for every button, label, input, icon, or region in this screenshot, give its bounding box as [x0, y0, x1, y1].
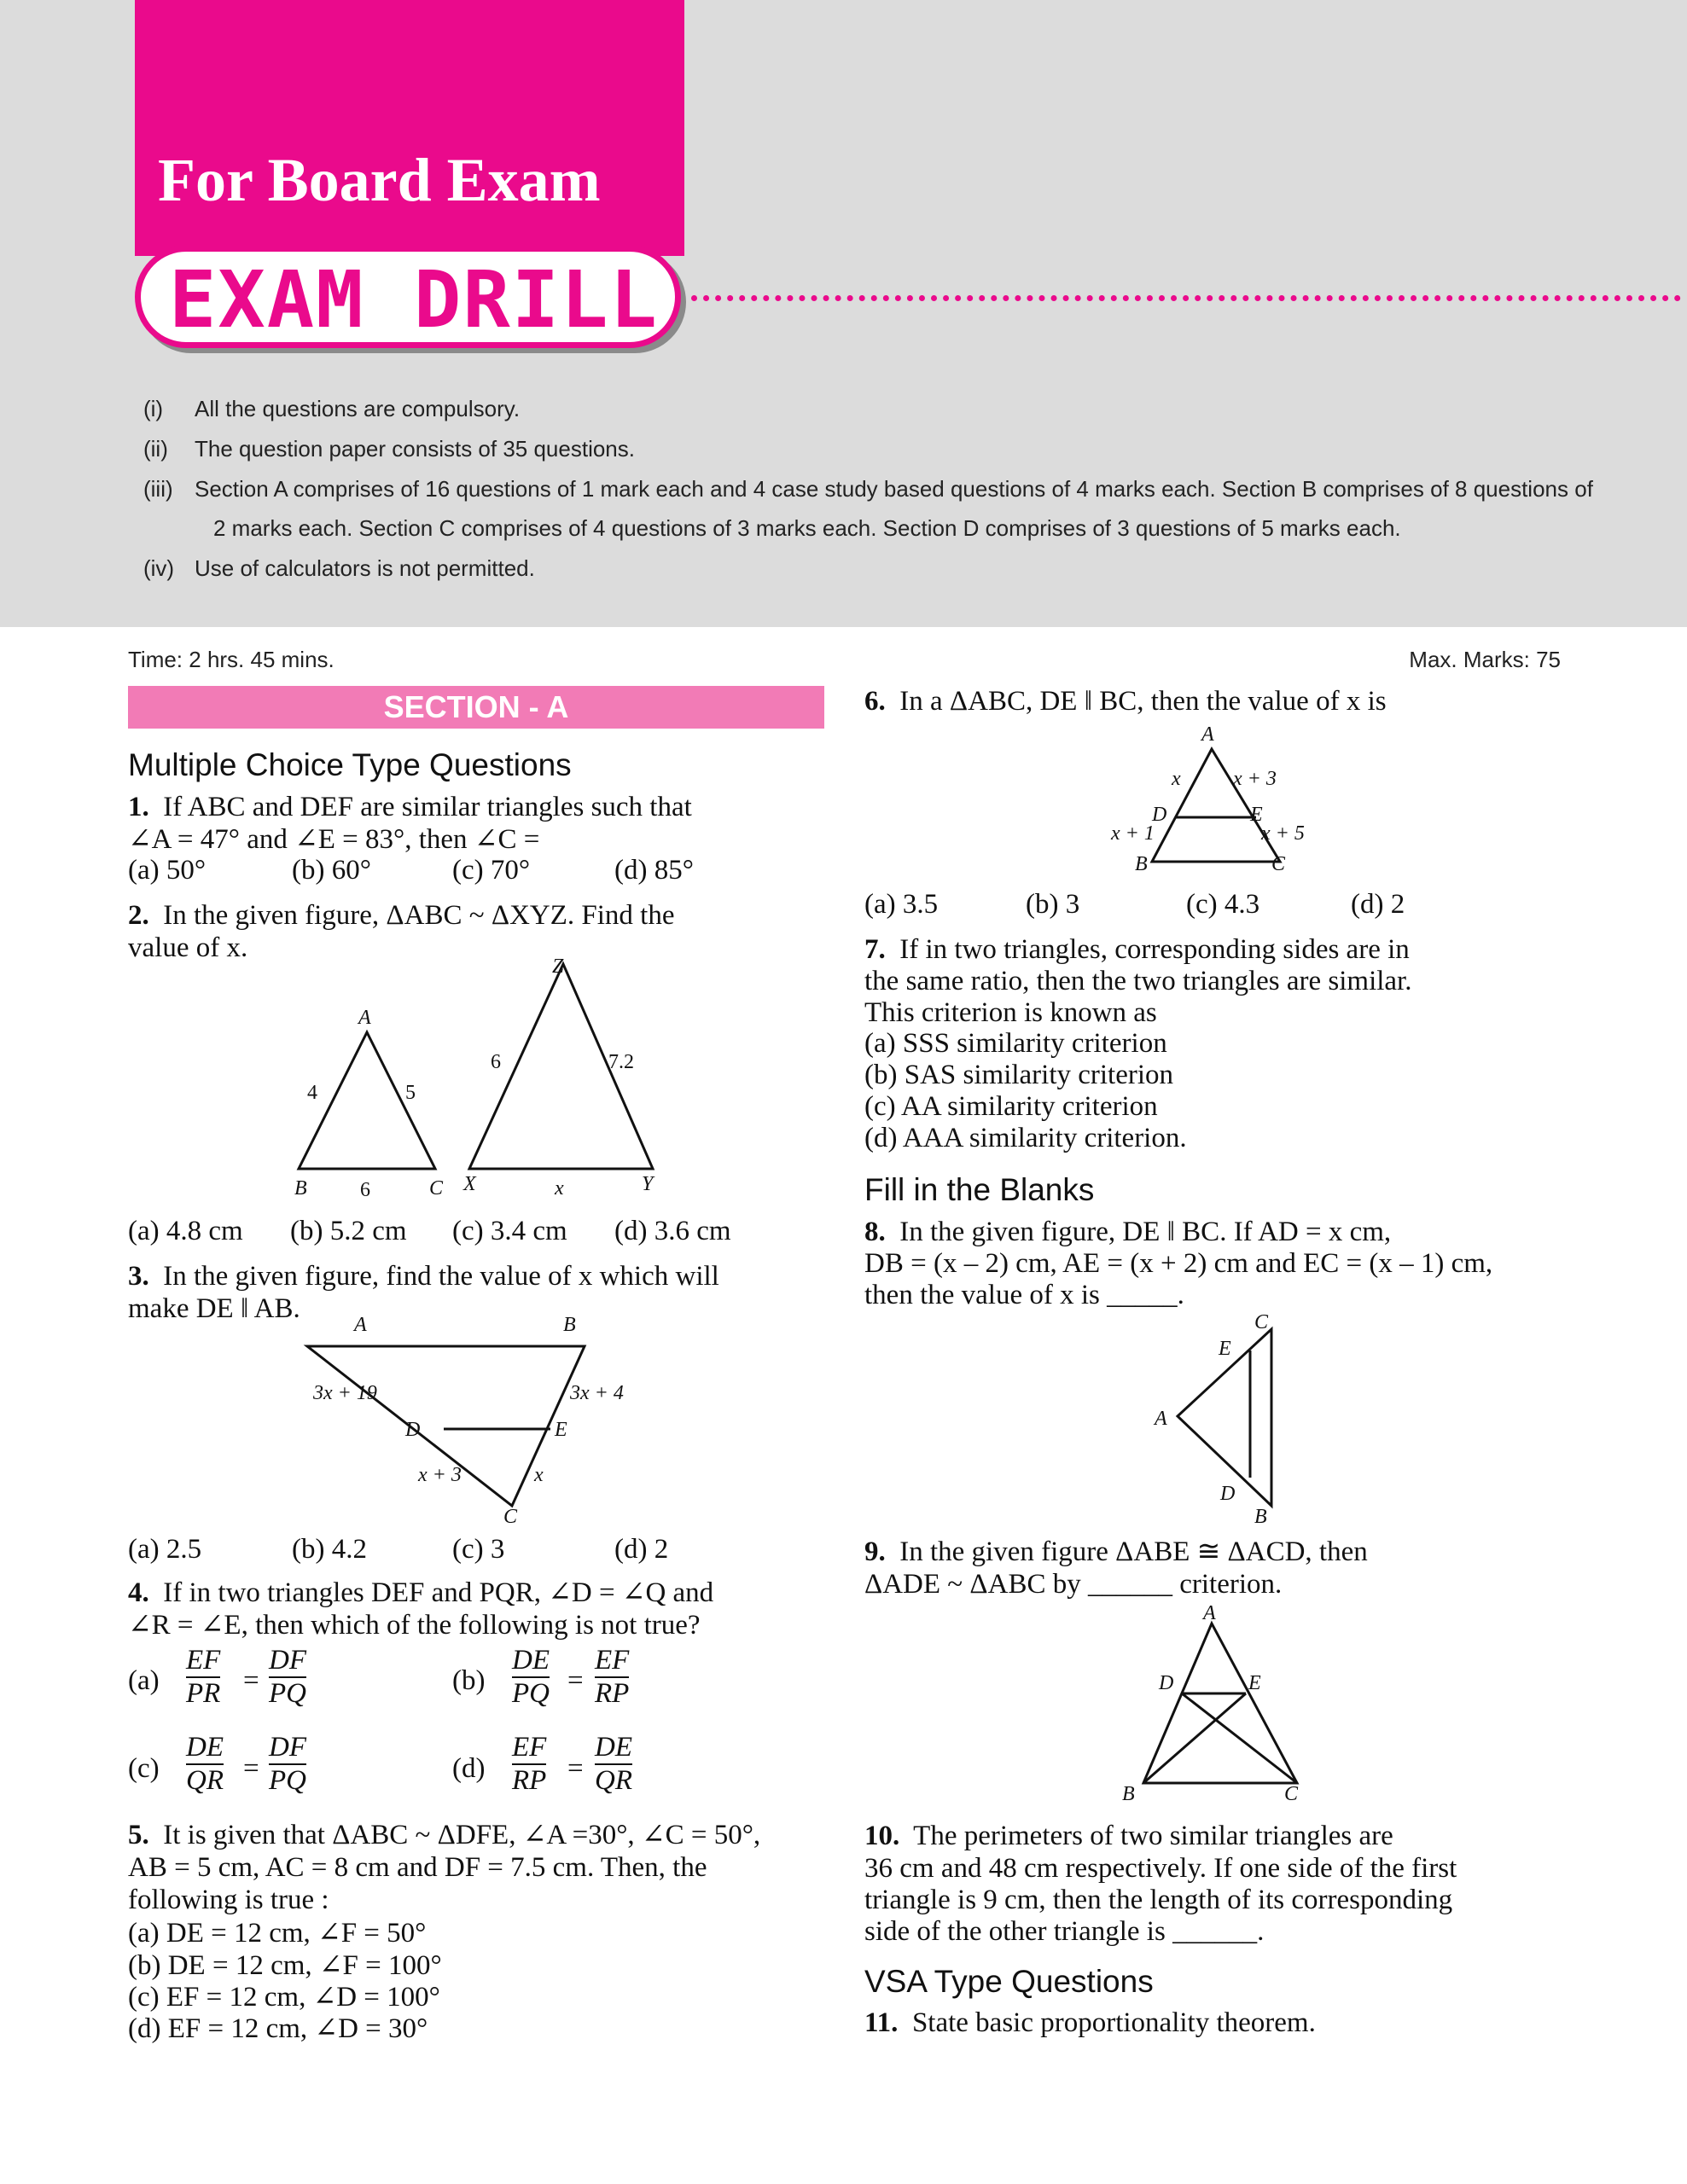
q10-text-4: side of the other triangle is ______.	[864, 1916, 1265, 1947]
instruction-3-cont: 2 marks each. Section C comprises of 4 questions of 3 marks each. Section D comprises of 3 questions of 5 marks each.	[213, 515, 1401, 541]
q2-option-a: (a) 4.8 cm	[128, 1216, 243, 1246]
instruction-1: (i) All the questions are compulsory.	[143, 396, 521, 421]
q10-text-3: triangle is 9 cm, then the length of its corresponding	[864, 1885, 1453, 1915]
q11-text: 11. State basic proportionality theorem.	[864, 2007, 1316, 2038]
q2-label-b: B	[294, 1177, 307, 1199]
q4-d-frac2: $\frac{DE}{QR}$	[595, 1732, 632, 1796]
q1-option-d: (d) 85°	[614, 855, 694, 886]
q6-option-b: (b) 3	[1026, 889, 1080, 920]
q4-text-2: ∠R = ∠E, then which of the following is not true?	[128, 1610, 701, 1641]
q6-label-ae: x + 3	[1233, 768, 1277, 790]
q4-c-frac2: $\frac{DF}{PQ}$	[269, 1732, 306, 1796]
q7-text-2: the same ratio, then the two triangles are similar.	[864, 966, 1412, 996]
q4-b-frac1: $\frac{DE}{PQ}$	[512, 1645, 550, 1709]
q1-option-a: (a) 50°	[128, 855, 207, 886]
q4-c-frac1: $\frac{DE}{QR}$	[186, 1732, 224, 1796]
q4-text: 4. If in two triangles DEF and PQR, ∠D = ∠Q and	[128, 1577, 714, 1608]
q6-option-c: (c) 4.3	[1186, 889, 1260, 920]
q8-text-3: then the value of x is _____.	[864, 1280, 1184, 1310]
q7-option-d: (d) AAA similarity criterion.	[864, 1123, 1187, 1153]
q3-option-b: (b) 4.2	[292, 1534, 367, 1565]
dotted-divider	[691, 295, 1681, 301]
q3-label-a: A	[354, 1314, 367, 1336]
q4-b-equals: =	[567, 1665, 584, 1696]
q9-label-d: D	[1159, 1672, 1174, 1694]
q3-label-d: D	[405, 1419, 421, 1441]
q7-option-a: (a) SSS similarity criterion	[864, 1028, 1167, 1059]
instruction-4: (iv) Use of calculators is not permitted.	[143, 555, 535, 581]
q4-a-frac1: $\frac{EF}{PR}$	[186, 1645, 221, 1709]
q6-label-a: A	[1201, 723, 1214, 746]
fill-blanks-heading: Fill in the Blanks	[864, 1172, 1095, 1207]
q6-text: 6. In a ΔABC, DE ‖ BC, then the value of x is	[864, 686, 1387, 717]
q3-option-d: (d) 2	[614, 1534, 669, 1565]
q3-label-b: B	[563, 1314, 576, 1336]
q2-text: 2. In the given figure, ΔABC ~ ΔXYZ. Find the	[128, 900, 675, 931]
q6-option-a: (a) 3.5	[864, 889, 939, 920]
q8-label-e: E	[1219, 1338, 1231, 1360]
exam-drill-text: EXAM DRILL	[169, 254, 659, 346]
q4-option-b-label: (b)	[452, 1665, 486, 1696]
section-a-bar: SECTION - A	[128, 686, 824, 729]
q6-label-ad: x	[1172, 768, 1181, 790]
q5-option-d: (d) EF = 12 cm, ∠D = 30°	[128, 2013, 428, 2044]
q3-option-a: (a) 2.5	[128, 1534, 202, 1565]
q8-label-a: A	[1155, 1408, 1167, 1430]
q3-label-be: 3x + 4	[570, 1382, 624, 1404]
triangle-abc-q9	[1143, 1623, 1297, 1783]
q3-label-c: C	[503, 1506, 518, 1528]
q6-option-d: (d) 2	[1351, 889, 1405, 920]
q3-label-dc: x + 3	[418, 1464, 462, 1486]
q9-figure	[1126, 1617, 1331, 1787]
header-pink-block	[135, 0, 684, 256]
q4-option-d-label: (d)	[452, 1753, 486, 1784]
q5-text: 5. It is given that ΔABC ~ ΔDFE, ∠A =30°, ∠C = 50°,	[128, 1820, 761, 1850]
q5-option-c: (c) EF = 12 cm, ∠D = 100°	[128, 1982, 440, 2013]
q2-label-xy: x	[555, 1177, 564, 1199]
q2-label-bc: 6	[360, 1179, 370, 1201]
q2-label-ac: 5	[405, 1082, 416, 1104]
q9-label-c: C	[1284, 1783, 1299, 1805]
q8-label-b: B	[1254, 1506, 1267, 1528]
q3-label-e: E	[555, 1419, 567, 1441]
q3-label-ec: x	[534, 1464, 544, 1486]
q6-label-db: x + 1	[1111, 822, 1155, 845]
q7-text-3: This criterion is known as	[864, 997, 1157, 1028]
segment-be-q9	[1143, 1693, 1246, 1783]
instruction-2: (ii) The question paper consists of 35 questions.	[143, 436, 635, 462]
q5-option-a: (a) DE = 12 cm, ∠F = 50°	[128, 1918, 427, 1949]
q4-b-frac2: $\frac{EF}{RP}$	[595, 1645, 630, 1709]
q2-label-x: X	[463, 1173, 476, 1195]
q2-option-b: (b) 5.2 cm	[290, 1216, 407, 1246]
q2-label-ab: 4	[307, 1082, 317, 1104]
q8-text: 8. In the given figure, DE ‖ BC. If AD = x cm,	[864, 1217, 1392, 1247]
q2-label-a: A	[358, 1007, 371, 1029]
q7-option-b: (b) SAS similarity criterion	[864, 1060, 1174, 1090]
q2-option-d: (d) 3.6 cm	[614, 1216, 731, 1246]
q2-option-c: (c) 3.4 cm	[452, 1216, 567, 1246]
q7-text: 7. If in two triangles, corresponding sides are in	[864, 934, 1410, 965]
header-title: For Board Exam	[158, 146, 601, 214]
q9-text: 9. In the given figure ΔABE ≅ ΔACD, then	[864, 1536, 1368, 1567]
q6-label-b: B	[1135, 853, 1148, 875]
q3-label-ad: 3x + 19	[313, 1382, 377, 1404]
q5-text-3: following is true :	[128, 1885, 329, 1915]
q1-text-2: ∠A = 47° and ∠E = 83°, then ∠C =	[128, 824, 540, 855]
q7-option-c: (c) AA similarity criterion	[864, 1091, 1158, 1122]
q2-label-zx: 6	[491, 1051, 501, 1073]
max-marks-label: Max. Marks: 75	[1409, 647, 1561, 672]
q4-d-frac1: $\frac{EF}{RP}$	[512, 1732, 547, 1796]
q2-label-y: Y	[642, 1173, 654, 1195]
segment-cd-q9	[1182, 1693, 1297, 1783]
q8-text-2: DB = (x – 2) cm, AE = (x + 2) cm and EC = (x – 1) cm,	[864, 1248, 1493, 1279]
q2-label-c: C	[429, 1177, 444, 1199]
q5-option-b: (b) DE = 12 cm, ∠F = 100°	[128, 1950, 442, 1981]
q1-option-c: (c) 70°	[452, 855, 531, 886]
q1-text: 1. If ABC and DEF are similar triangles such that	[128, 792, 692, 822]
q6-label-e: E	[1250, 804, 1263, 826]
q10-text: 10. The perimeters of two similar triangles are	[864, 1821, 1393, 1851]
q9-label-b: B	[1122, 1783, 1135, 1805]
mcq-heading: Multiple Choice Type Questions	[128, 747, 572, 782]
q6-label-d: D	[1152, 804, 1167, 826]
q3-text-2: make DE ‖ AB.	[128, 1293, 300, 1324]
q3-text: 3. In the given figure, find the value of x which will	[128, 1261, 719, 1292]
q8-label-c: C	[1254, 1311, 1269, 1333]
q4-option-c-label: (c)	[128, 1753, 160, 1784]
q2-label-z: Z	[552, 956, 564, 978]
q4-d-equals: =	[567, 1753, 584, 1784]
q2-text-2: value of x.	[128, 932, 248, 963]
q1-option-b: (b) 60°	[292, 855, 371, 886]
q8-label-d: D	[1220, 1483, 1236, 1505]
q9-label-e: E	[1248, 1672, 1261, 1694]
vsa-heading: VSA Type Questions	[864, 1964, 1154, 1999]
instruction-3: (iii) Section A comprises of 16 questions of 1 mark each and 4 case study based questions of 4 marks each. Section B comprises of 8 questions of	[143, 476, 1593, 502]
q10-text-2: 36 cm and 48 cm respectively. If one side of the first	[864, 1853, 1457, 1884]
q4-option-a-label: (a)	[128, 1665, 160, 1696]
q4-a-frac2: $\frac{DF}{PQ}$	[269, 1645, 306, 1709]
q2-label-zy: 7.2	[608, 1051, 634, 1073]
q6-label-ec: x + 5	[1261, 822, 1305, 845]
q9-label-a: A	[1203, 1602, 1216, 1624]
q5-text-2: AB = 5 cm, AC = 8 cm and DF = 7.5 cm. Then, the	[128, 1852, 707, 1883]
q6-label-c: C	[1271, 853, 1286, 875]
q4-a-equals: =	[243, 1665, 259, 1696]
time-label: Time: 2 hrs. 45 mins.	[128, 647, 334, 672]
q4-c-equals: =	[243, 1753, 259, 1784]
q3-option-c: (c) 3	[452, 1534, 505, 1565]
q9-text-2: ΔADE ~ ΔABC by ______ criterion.	[864, 1569, 1283, 1600]
